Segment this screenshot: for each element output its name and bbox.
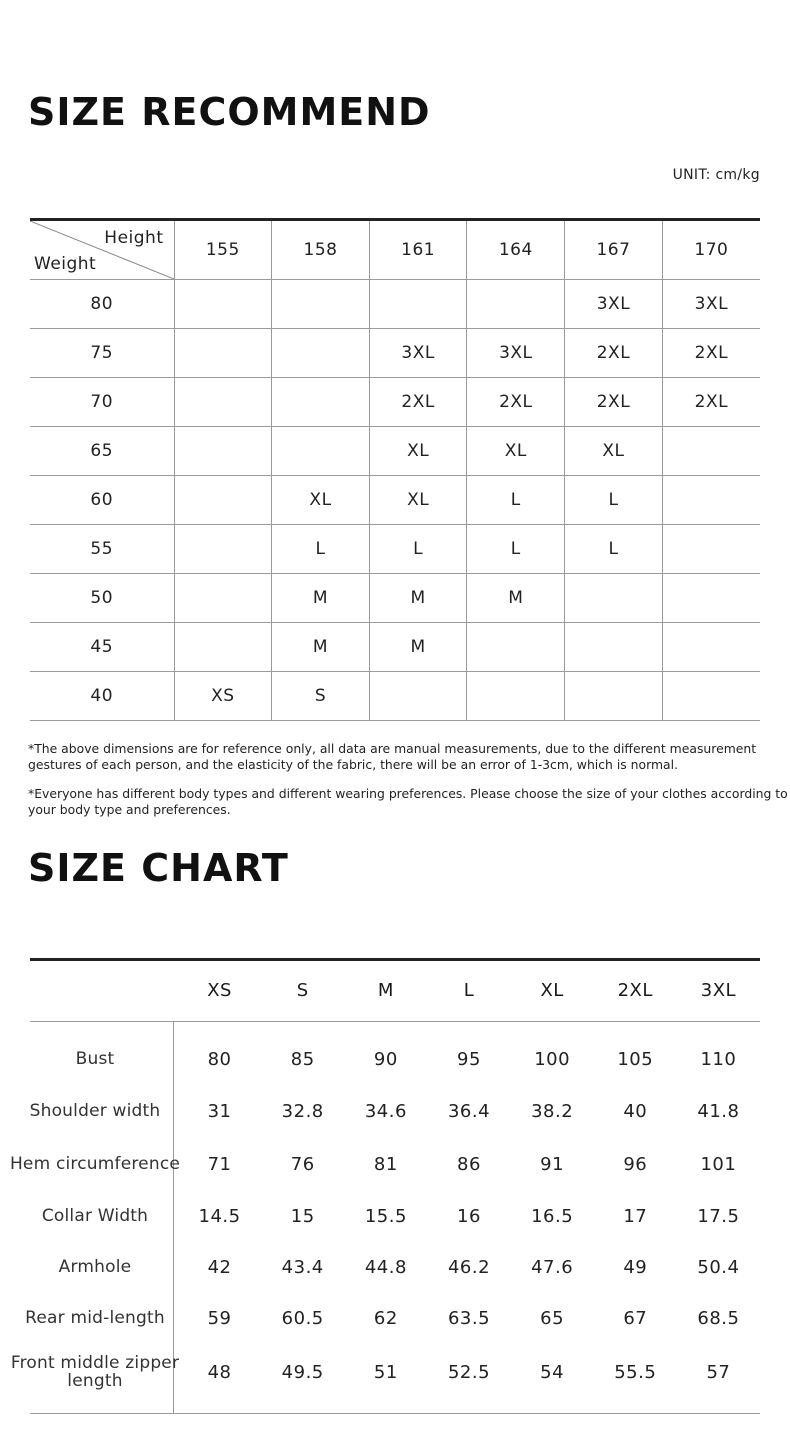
measurement-value: 91 [540, 1153, 565, 1175]
measurement-value: 15.5 [364, 1205, 407, 1227]
measurement-value: 38.2 [531, 1100, 574, 1122]
weight-cell: 80 [30, 280, 174, 329]
measurement-label: Hem circumference [9, 1154, 181, 1174]
measurement-row [0, 1242, 790, 1292]
recommended-size-cell: XL [272, 476, 370, 525]
weight-cell: 75 [30, 329, 174, 378]
size-header-cell: XL [540, 980, 564, 1001]
measurement-value: 41.8 [697, 1100, 740, 1122]
recommended-size-cell: 2XL [662, 378, 760, 427]
weight-row [30, 623, 760, 672]
recommended-size-cell [272, 280, 370, 329]
size-chart-header [178, 962, 760, 1020]
weight-row [30, 476, 760, 525]
recommended-size-cell: 3XL [369, 329, 467, 378]
recommended-size-cell [174, 525, 272, 574]
measurement-value: 67 [623, 1307, 648, 1329]
recommended-size-cell: M [369, 623, 467, 672]
measurement-value: 47.6 [531, 1256, 574, 1278]
size-header-cell: 2XL [617, 980, 653, 1001]
corner-header-cell [30, 220, 174, 280]
weight-row [30, 427, 760, 476]
recommended-size-cell [662, 525, 760, 574]
measurement-row [0, 1138, 790, 1190]
recommended-size-cell: 2XL [662, 329, 760, 378]
recommended-size-cell: M [272, 623, 370, 672]
chart-header-divider [30, 1021, 760, 1022]
recommended-size-cell: 2XL [467, 378, 565, 427]
height-header-cell: 164 [467, 220, 565, 280]
measurement-value: 15 [290, 1205, 315, 1227]
measurement-value: 49 [623, 1256, 648, 1278]
recommended-size-cell [565, 623, 663, 672]
measurement-label: Collar Width [41, 1206, 149, 1226]
measurement-value: 81 [373, 1153, 398, 1175]
weight-row [30, 672, 760, 721]
measurement-label: Bust [75, 1049, 115, 1069]
measurement-value: 65 [540, 1307, 565, 1329]
measurement-value: 63.5 [447, 1307, 491, 1329]
weight-row [30, 329, 760, 378]
measurement-value: 51 [373, 1361, 398, 1383]
measurement-value: 85 [290, 1048, 315, 1070]
weight-row [30, 280, 760, 329]
measurement-row [0, 1034, 790, 1084]
size-recommend-body [30, 280, 760, 721]
measurement-value: 17 [623, 1205, 648, 1227]
weight-row [30, 525, 760, 574]
recommended-size-cell [662, 672, 760, 721]
size-header-cell: M [377, 980, 394, 1001]
measurement-label: Armhole [58, 1257, 132, 1277]
recommended-size-cell: M [272, 574, 370, 623]
recommended-size-cell [174, 623, 272, 672]
measurement-value: 54 [540, 1361, 565, 1383]
measurement-value: 95 [457, 1048, 481, 1070]
measurement-value: 62 [373, 1307, 398, 1329]
size-header-cell: S [296, 980, 309, 1001]
measurement-value: 101 [700, 1153, 737, 1175]
measurement-row [0, 1293, 790, 1343]
chart-bottom-divider [30, 1413, 760, 1414]
recommended-size-cell: S [272, 672, 370, 721]
recommended-size-cell: M [467, 574, 565, 623]
measurement-value: 86 [457, 1153, 481, 1175]
size-header-cell: XS [207, 980, 232, 1001]
size-header-cell: L [463, 980, 475, 1001]
recommended-size-cell [174, 329, 272, 378]
recommended-size-cell [272, 378, 370, 427]
recommended-size-cell [467, 280, 565, 329]
weight-cell: 40 [30, 672, 174, 721]
weight-cell: 55 [30, 525, 174, 574]
recommended-size-cell: XL [565, 427, 663, 476]
recommended-size-cell: 2XL [369, 378, 467, 427]
recommended-size-cell [174, 378, 272, 427]
size-recommend-title: SIZE RECOMMEND [28, 90, 431, 134]
recommended-size-cell [369, 280, 467, 329]
measurement-values [178, 1242, 760, 1292]
recommended-size-cell [272, 427, 370, 476]
measurement-value: 59 [207, 1307, 232, 1329]
measurement-value: 17.5 [697, 1205, 740, 1227]
chart-top-divider [30, 958, 760, 961]
measurement-value: 96 [623, 1153, 648, 1175]
recommended-size-cell [662, 574, 760, 623]
recommended-size-cell [662, 427, 760, 476]
recommended-size-cell [467, 672, 565, 721]
recommended-size-cell: L [467, 476, 565, 525]
measurement-values [178, 1086, 760, 1136]
height-header-row [30, 220, 760, 280]
recommended-size-cell [174, 280, 272, 329]
recommended-size-cell [174, 427, 272, 476]
recommended-size-cell [369, 672, 467, 721]
weight-cell: 50 [30, 574, 174, 623]
measurement-value: 68.5 [697, 1307, 740, 1329]
measurement-value: 55.5 [614, 1361, 657, 1383]
recommended-size-cell: L [467, 525, 565, 574]
measurement-row [0, 1086, 790, 1136]
measurement-value: 14.5 [198, 1205, 241, 1227]
recommended-size-cell [467, 623, 565, 672]
weight-cell: 60 [30, 476, 174, 525]
unit-label: UNIT: cm/kg [672, 167, 760, 183]
measurement-label: Front middle zipper length [10, 1353, 180, 1391]
recommended-size-cell: 2XL [565, 378, 663, 427]
measurement-value: 16.5 [531, 1205, 574, 1227]
measurement-note-text: *The above dimensions are for reference only, all data are manual measurements, due to the different measurement gestures of each person, and the elasticity of the fabric, there will be an error of 1-3cm, which is normal. [28, 741, 757, 772]
recommended-size-cell [565, 672, 663, 721]
height-header-cell: 161 [369, 220, 467, 280]
recommended-size-cell [662, 476, 760, 525]
measurement-value: 43.4 [281, 1256, 324, 1278]
weight-cell: 65 [30, 427, 174, 476]
measurement-value: 31 [207, 1100, 232, 1122]
measurement-value: 52.5 [447, 1361, 491, 1383]
recommended-size-cell: XL [467, 427, 565, 476]
measurement-note [28, 741, 788, 773]
measurement-label: Rear mid-length [25, 1308, 165, 1328]
measurement-values [178, 1345, 760, 1399]
measurement-values [178, 1034, 760, 1084]
size-chart-title: SIZE CHART [28, 846, 289, 890]
measurement-values [178, 1293, 760, 1343]
recommended-size-cell [272, 329, 370, 378]
measurement-value: 110 [700, 1048, 737, 1070]
preference-note-text: *Everyone has different body types and different wearing preferences. Please choose the size of your clothes according to your body type and preferences. [28, 786, 788, 817]
measurement-value: 34.6 [364, 1100, 407, 1122]
recommended-size-cell: 3XL [662, 280, 760, 329]
measurement-value: 32.8 [281, 1100, 324, 1122]
weight-axis-label: Weight [34, 254, 97, 274]
measurement-value: 105 [617, 1048, 654, 1070]
recommended-size-cell: 3XL [565, 280, 663, 329]
recommended-size-cell [174, 574, 272, 623]
preference-note [28, 786, 788, 818]
measurement-value: 44.8 [364, 1256, 407, 1278]
recommended-size-cell [565, 574, 663, 623]
measurement-value: 16 [457, 1205, 481, 1227]
recommended-size-cell: L [565, 525, 663, 574]
measurement-row [0, 1345, 790, 1399]
measurement-value: 57 [706, 1361, 731, 1383]
measurement-value: 50.4 [697, 1256, 740, 1278]
weight-row [30, 378, 760, 427]
recommended-size-cell: XL [369, 476, 467, 525]
recommended-size-cell: L [565, 476, 663, 525]
measurement-value: 48 [207, 1361, 232, 1383]
recommended-size-cell: L [272, 525, 370, 574]
measurement-value: 36.4 [447, 1100, 491, 1122]
measurement-label: Shoulder width [29, 1101, 161, 1121]
measurement-value: 49.5 [281, 1361, 324, 1383]
weight-cell: 70 [30, 378, 174, 427]
recommended-size-cell: XL [369, 427, 467, 476]
recommended-size-cell: 3XL [467, 329, 565, 378]
measurement-row [0, 1191, 790, 1241]
measurement-value: 80 [207, 1048, 232, 1070]
measurement-value: 100 [534, 1048, 571, 1070]
recommended-size-cell: L [369, 525, 467, 574]
height-header-cell: 155 [174, 220, 272, 280]
recommended-size-cell: XS [174, 672, 272, 721]
recommended-size-cell: M [369, 574, 467, 623]
measurement-value: 40 [623, 1100, 648, 1122]
measurement-value: 71 [207, 1153, 232, 1175]
height-header-cell: 167 [565, 220, 663, 280]
measurement-value: 76 [290, 1153, 315, 1175]
recommended-size-cell [174, 476, 272, 525]
weight-cell: 45 [30, 623, 174, 672]
measurement-value: 42 [207, 1256, 232, 1278]
measurement-value: 60.5 [281, 1307, 324, 1329]
size-recommend-table [30, 218, 760, 721]
measurement-values [178, 1191, 760, 1241]
measurement-value: 90 [373, 1048, 398, 1070]
height-header-cell: 170 [662, 220, 760, 280]
size-header-cell: 3XL [700, 980, 737, 1001]
weight-row [30, 574, 760, 623]
height-header-cell: 158 [272, 220, 370, 280]
recommended-size-cell: 2XL [565, 329, 663, 378]
recommended-size-cell [662, 623, 760, 672]
measurement-values [178, 1138, 760, 1190]
measurement-value: 46.2 [447, 1256, 491, 1278]
height-axis-label: Height [104, 228, 164, 248]
